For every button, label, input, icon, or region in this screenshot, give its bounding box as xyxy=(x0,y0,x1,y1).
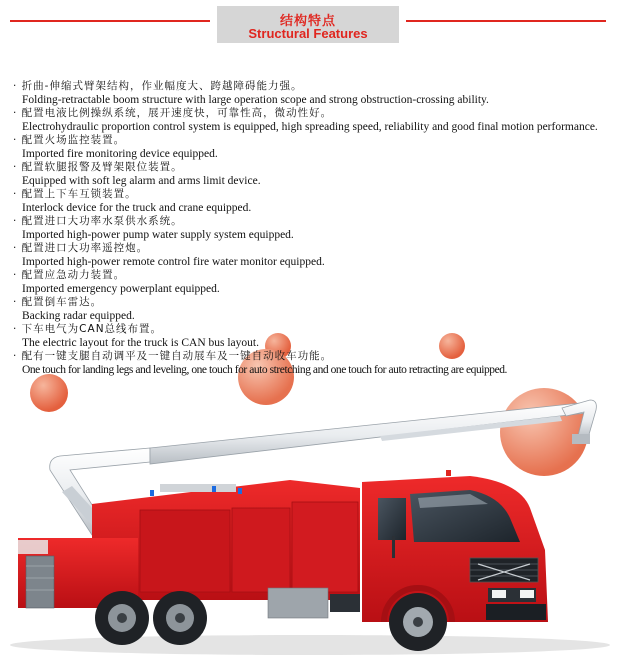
feature-en: One touch for landing legs and leveling, one touch for auto stretching and one touch for auto retracting are equipped. xyxy=(22,363,507,376)
feature-en: Imported emergency powerplant equipped. xyxy=(22,282,220,295)
feature-item xyxy=(13,215,613,242)
feature-cn: · 配置火场监控装置。 xyxy=(13,134,126,146)
feature-item xyxy=(13,161,613,188)
feature-cn: · 配置进口大功率遥控炮。 xyxy=(13,242,149,254)
header-line-left xyxy=(10,20,210,22)
feature-cn: · 配置倒车雷达。 xyxy=(13,296,103,308)
feature-cn: · 配置进口大功率水泵供水系统。 xyxy=(13,215,183,227)
feature-en: Interlock device for the truck and crane equipped. xyxy=(22,201,252,214)
section-title-cn: 结构特点 xyxy=(279,14,336,29)
feature-item xyxy=(13,269,613,296)
feature-item xyxy=(13,242,613,269)
feature-en: Folding-retractable boom structure with large operation scope and strong obstruction-crossing ability. xyxy=(22,93,489,106)
section-header xyxy=(217,6,399,43)
feature-cn: · 配置电液比例操纵系统，展开速度快，可靠性高，微动性好。 xyxy=(13,107,333,119)
feature-cn: · 折曲-伸缩式臂架结构，作业幅度大、跨越障碍能力强。 xyxy=(13,80,303,92)
feature-cn: · 配有一键支腿自动调平及一键自动展车及一键自动收车功能。 xyxy=(13,350,333,362)
feature-item xyxy=(13,80,613,107)
feature-en: Backing radar equipped. xyxy=(22,309,135,322)
truck-shadow xyxy=(10,635,610,655)
feature-en: Imported high-power remote control fire water monitor equipped. xyxy=(22,255,325,268)
feature-item xyxy=(13,296,613,323)
feature-list xyxy=(13,80,613,377)
section-title-en: Structural Features xyxy=(248,26,368,41)
feature-cn: · 配置应急动力装置。 xyxy=(13,269,126,281)
feature-item xyxy=(13,323,613,350)
feature-en: The electric layout for the truck is CAN bus layout. xyxy=(22,336,259,349)
feature-cn: · 配置上下车互锁装置。 xyxy=(13,188,137,200)
feature-item xyxy=(13,107,613,134)
header-line-right xyxy=(406,20,606,22)
feature-en: Electrohydraulic proportion control system is equipped, high spreading speed, reliability and good final motion performance. xyxy=(22,120,598,133)
feature-en: Imported high-power pump water supply system equipped. xyxy=(22,228,294,241)
feature-en: Equipped with soft leg alarm and arms limit device. xyxy=(22,174,261,187)
feature-cn: · 配置软腿报警及臂架限位装置。 xyxy=(13,161,183,173)
fire-truck-image xyxy=(0,390,620,667)
feature-en: Imported fire monitoring device equipped. xyxy=(22,147,218,160)
feature-cn: · 下车电气为CAN总线布置。 xyxy=(13,323,163,335)
feature-item xyxy=(13,350,613,377)
feature-item xyxy=(13,188,613,215)
feature-item xyxy=(13,134,613,161)
